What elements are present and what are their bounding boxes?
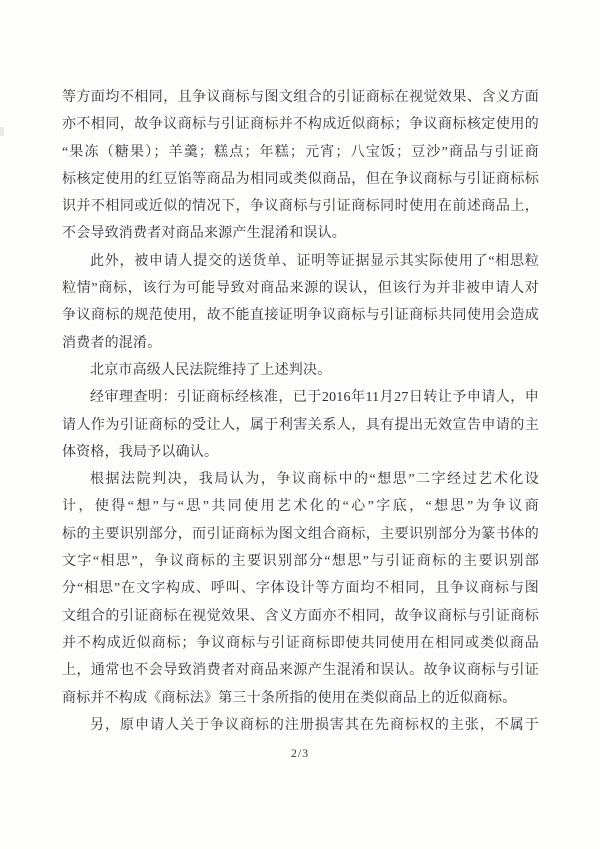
- text-line: 分“相思”在文字构成、呼叫、字体设计等方面均不相同，且争议商标与图: [62, 581, 539, 597]
- text-line: 经审理查明：引证商标经核准，已于2016年11月27日转让予申请人，申: [90, 390, 539, 406]
- document-text-block: [62, 84, 539, 739]
- text-line: 上，通常也不会导致消费者对商品来源产生混淆和误认。故争议商标与引证: [62, 663, 539, 679]
- text-line: 消费者的混淆。: [62, 335, 162, 351]
- text-line: 请人作为引证商标的受让人，属于利害关系人，具有提出无效宣告申请的主: [62, 417, 539, 433]
- text-line: 文字“相思”，争议商标的主要识别部分“想思”与引证商标的主要识别部: [62, 554, 539, 570]
- text-line: 计，使得“想”与“思”共同使用艺术化的“心”字底，“想思”为争议商: [62, 499, 539, 515]
- text-line: 争议商标的规范使用，故不能直接证明争议商标与引证商标共同使用会造成: [62, 308, 539, 324]
- text-line: 粒情”商标，该行为可能导致对商品来源的误认，但该行为并非被申请人对: [62, 281, 539, 297]
- page-number: 2/3: [290, 746, 310, 760]
- text-line: 识并不相同或近似的情况下，争议商标与引证商标同时使用在前述商品上，: [62, 199, 539, 215]
- text-line: 等方面均不相同，且争议商标与图文组合的引证商标在视觉效果、含义方面: [62, 90, 539, 105]
- text-line: 亦不相同，故争议商标与引证商标并不构成近似商标；争议商标核定使用的: [62, 117, 539, 133]
- text-line: 商标并不构成《商标法》第三十条所指的使用在类似商品上的近似商标。: [62, 690, 517, 706]
- text-line: 文组合的引证商标在视觉效果、含义方面亦不相同，故争议商标与引证商标: [62, 608, 539, 624]
- text-line: 体资格，我局予以确认。: [62, 444, 219, 460]
- text-line: “果冻（糖果）；羊羹；糕点；年糕；元宵；八宝饭；豆沙”商品与引证商: [62, 144, 539, 160]
- text-line: 标的主要识别部分，而引证商标为图文组合商标，主要识别部分为篆书体的: [62, 526, 539, 542]
- page-footer: [0, 746, 600, 761]
- text-line: 标核定使用的红豆馅等商品为相同或类似商品，但在争议商标与引证商标标: [62, 171, 539, 187]
- scan-artifact: [0, 127, 4, 136]
- text-line: 不会导致消费者对商品来源产生混淆和误认。: [62, 226, 346, 242]
- text-line: 另，原申请人关于争议商标的注册损害其在先商标权的主张，不属于: [90, 717, 539, 733]
- text-line: 并不构成近似商标；争议商标与引证商标即使共同使用在相同或类似商品: [62, 635, 539, 651]
- text-line: 根据法院判决，我局认为，争议商标中的“想思”二字经过艺术化设: [90, 472, 539, 488]
- text-line: 北京市高级人民法院维持了上述判决。: [90, 362, 332, 378]
- text-line: 此外，被申请人提交的送货单、证明等证据显示其实际使用了“相思粒: [90, 253, 539, 269]
